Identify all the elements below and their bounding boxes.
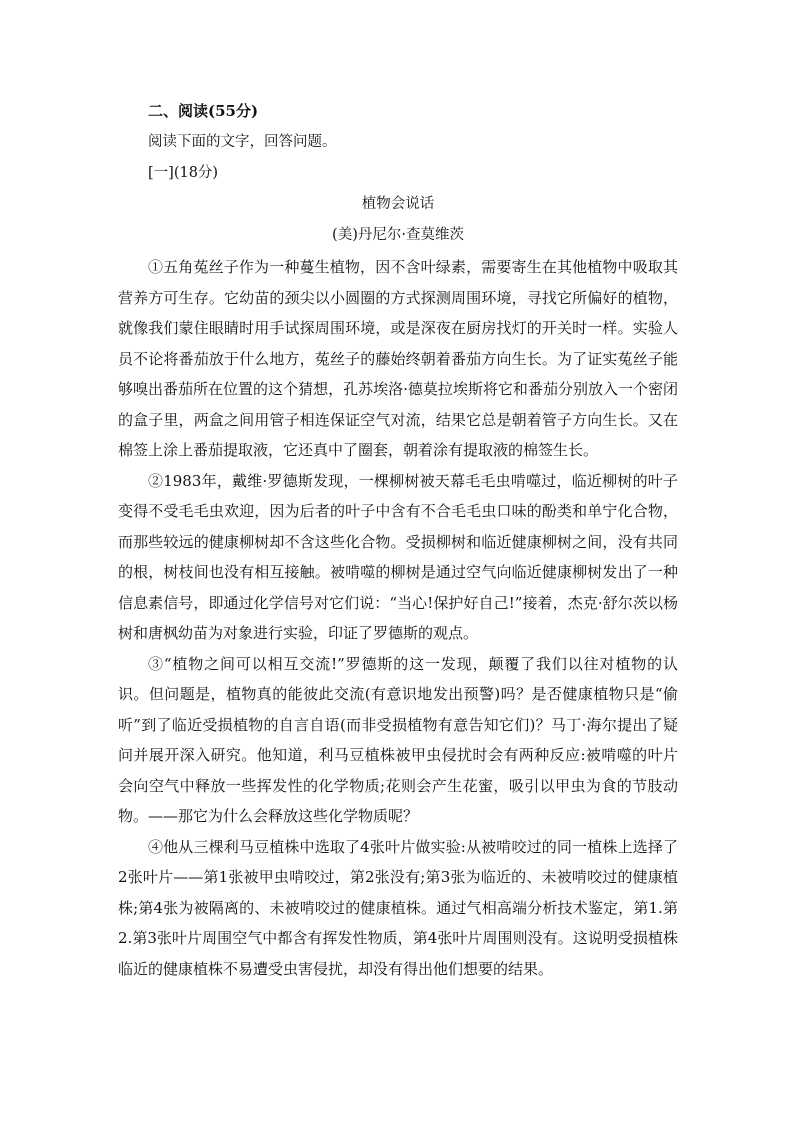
section-title: 二、阅读(55分) [148,102,259,120]
article-title: 植物会说话 [361,196,435,212]
paragraph-3: ③“植物之间可以相互交流!”罗德斯的这一发现，颠覆了我们以往对植物的认识。但问题是，植物真的能彼此交流(有意识地发出预警)吗？是否健康植物只是“偷听”到了临近受损植物的自言自语(而非受损植物有意告知它们)？马丁·海尔提出了疑问并展开深入研究。他知道，利马豆植株被甲虫侵扰时会有两种反应:被啃噬的叶片会向空气中释放一些挥发性的化学物质;花则会产生花蜜，吸引以甲虫为食的节肢动物。——那它为什么会释放这些化学物质呢？ [118,654,678,825]
article-author: (美)丹尼尔·查莫维茨 [332,227,464,243]
document-page [118,100,678,984]
paragraph-4: ④他从三棵利马豆植株中选取了4张叶片做实验:从被啃咬过的同一植株上选择了2张叶片——第1张被甲虫啃咬过，第2张没有;第3张为临近的、未被啃咬过的健康植株;第4张为被隔离的、未被啃咬过的健康植株。通过气相高端分析技术鉴定，第1.第2.第3张叶片周围空气中都含有挥发性物质，第4张叶片周围则没有。这说明受损植株临近的健康植株不易遭受虫害侵扰，却没有得出他们想要的结果。 [118,837,678,978]
subsection-label: [一](18分) [148,165,219,181]
paragraph-2: ②1983年，戴维·罗德斯发现，一棵柳树被天幕毛毛虫啃噬过，临近柳树的叶子变得不受毛毛虫欢迎，因为后者的叶子中含有不合毛毛虫口味的酚类和单宁化合物，而那些较远的健康柳树却不含这些化合物。受损柳树和临近健康柳树之间，没有共同的根，树枝间也没有相互接触。被啃噬的柳树是通过空气向临近健康柳树发出了一种信息素信号，即通过化学信号对它们说：“当心!保护好自己!”接着，杰克·舒尔茨以杨树和唐枫幼苗为对象进行实验，印证了罗德斯的观点。 [118,471,678,642]
paragraph-1: ①五角菟丝子作为一种蔓生植物，因不含叶绿素，需要寄生在其他植物中吸取其营养方可生存。它幼苗的颈尖以小圆圈的方式探测周围环境，寻找它所偏好的植物，就像我们蒙住眼睛时用手试探周围环境，或是深夜在厨房找灯的开关时一样。实验人员不论将番茄放于什么地方，菟丝子的藤始终朝着番茄方向生长。为了证实菟丝子能够嗅出番茄所在位置的这个猜想，孔苏埃洛·德莫拉埃斯将它和番茄分别放入一个密闭的盒子里，两盒之间用管子相连保证空气对流，结果它总是朝着管子方向生长。又在棉签上涂上番茄提取液，它还真中了圈套，朝着涂有提取液的棉签生长。 [118,258,678,459]
reading-instruction: 阅读下面的文字，回答问题。 [148,134,337,150]
